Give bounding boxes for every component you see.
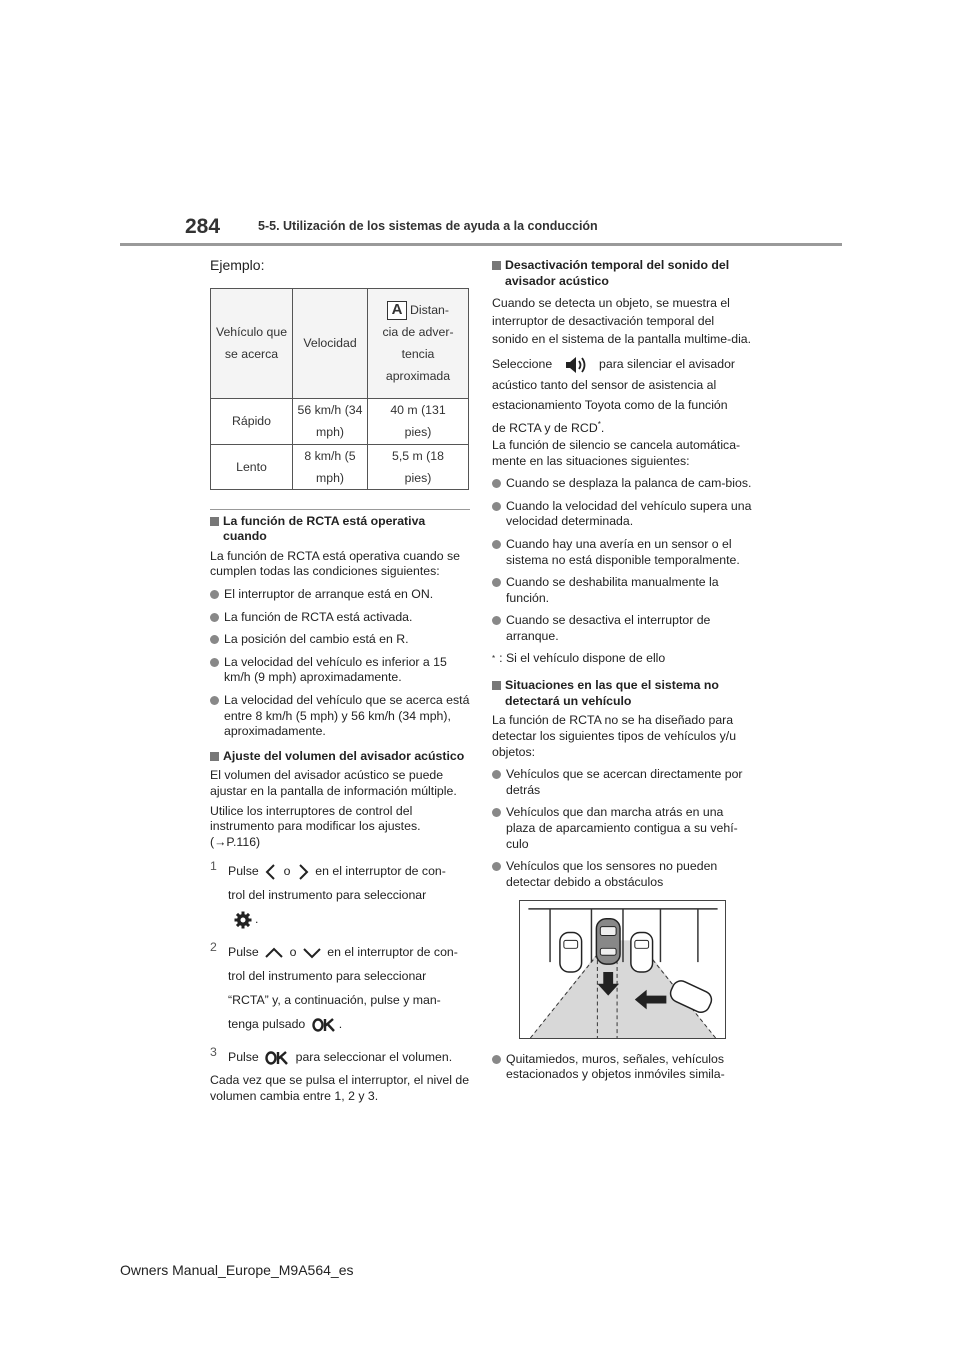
section-heading-volume: Ajuste del volumen del avisador acústico	[210, 749, 470, 765]
right-column	[492, 258, 752, 1083]
section-divider	[210, 509, 470, 510]
square-bullet-icon	[210, 752, 219, 761]
section-heading-mute: Desactivación temporal del sonido del avisador acústico	[492, 258, 752, 289]
bullet-dot-icon	[492, 770, 501, 779]
paragraph: Seleccione para silenciar el avisador acústico tanto del sensor de asistencia al estacionamiento Toyota como de la función de RCTA y de RCD*.	[492, 354, 752, 438]
th-speed: Velocidad	[293, 288, 368, 398]
paragraph: Utilice los interruptores de control del instrumento para modificar los ajustes. (→P.116)	[210, 803, 421, 849]
list-item: Cuando se desplaza la palanca de cam-bios.	[492, 476, 752, 492]
warning-distance-table	[210, 288, 469, 490]
list-item: Quitamiedos, muros, señales, vehículos estacionados y objetos inmóviles simila-	[492, 1052, 752, 1083]
bullet-dot-icon	[492, 616, 501, 625]
label-a-badge: A	[387, 301, 407, 320]
section-heading-not-detect: Situaciones en las que el sistema no detectará un vehículo	[492, 678, 752, 709]
left-column	[210, 258, 470, 1104]
paragraph: La función de RCTA no se ha diseñado para detectar los siguientes tipos de vehículos y/u objetos:	[492, 713, 737, 759]
ok-button-icon	[312, 1018, 336, 1032]
list-item: Vehículos que los sensores no pueden detectar debido a obstáculos	[492, 859, 752, 890]
list-item: Cuando se deshabilita manualmente la función.	[492, 575, 752, 606]
bullet-dot-icon	[210, 590, 219, 599]
list-item: La posición del cambio está en R.	[210, 632, 470, 648]
bullet-dot-icon	[492, 540, 501, 549]
bullet-dot-icon	[210, 696, 219, 705]
table-row: Rápido 56 km/h (34 mph) 40 m (131 pies)	[211, 398, 469, 444]
step-3: 3 Pulse para seleccionar el volumen.	[210, 1045, 453, 1065]
chevron-right-icon	[297, 864, 309, 880]
footer-manual-id: Owners Manual_Europe_M9A564_es	[120, 1262, 354, 1278]
chevron-down-icon	[303, 947, 321, 959]
square-bullet-icon	[210, 517, 219, 526]
bullet-dot-icon	[492, 578, 501, 587]
ok-button-icon	[265, 1051, 289, 1065]
list-item: Cuando se desactiva el interruptor de arranque.	[492, 613, 752, 644]
speaker-mute-icon	[564, 355, 588, 375]
list-item: La velocidad del vehículo que se acerca está entre 8 km/h (5 mph) y 56 km/h (34 mph), aproximadamente.	[210, 693, 470, 740]
header-rule	[120, 243, 842, 246]
paragraph: El volumen del avisador acústico se puede ajustar en la pantalla de información múltiple.	[210, 768, 457, 798]
list-item: Vehículos que se acercan directamente por detrás	[492, 767, 752, 798]
bullet-dot-icon	[492, 1055, 501, 1064]
section-title: 5-5. Utilización de los sistemas de ayuda a la conducción	[258, 219, 598, 233]
paragraph: Cuando se detecta un objeto, se muestra el interruptor de desactivación temporal del sonido en el sistema de la pantalla multime-dia.	[492, 296, 752, 347]
list-item: La función de RCTA está activada.	[210, 610, 470, 626]
bullet-dot-icon	[210, 658, 219, 667]
paragraph: Cada vez que se pulsa el interruptor, el nivel de volumen cambia entre 1, 2 y 3.	[210, 1073, 470, 1103]
step-1: 1 Pulse o en el interruptor de con- trol del instrumento para seleccionar .	[210, 859, 470, 931]
gear-icon	[234, 911, 252, 929]
parking-illustration	[519, 900, 726, 1039]
bullet-dot-icon	[492, 808, 501, 817]
chevron-up-icon	[265, 947, 283, 959]
table-row: Lento 8 km/h (5 mph) 5,5 m (18 pies)	[211, 444, 469, 489]
footnote: * : Si el vehículo dispone de ello	[492, 650, 666, 665]
bullet-dot-icon	[492, 502, 501, 511]
page-number: 284	[185, 215, 221, 238]
square-bullet-icon	[492, 261, 501, 270]
bullet-dot-icon	[492, 479, 501, 488]
list-item: El interruptor de arranque está en ON.	[210, 587, 470, 603]
list-item: Vehículos que dan marcha atrás en una plaza de aparcamiento contigua a su vehí-culo	[492, 805, 752, 852]
bullet-dot-icon	[492, 862, 501, 871]
section-heading-rcta-operative: La función de RCTA está operativa cuando	[210, 514, 470, 545]
th-distance: A Distan- cia de adver- tencia aproximada	[368, 288, 469, 398]
list-item: Cuando hay una avería en un sensor o el sistema no está disponible temporalmente.	[492, 537, 752, 568]
bullet-dot-icon	[210, 635, 219, 644]
bullet-dot-icon	[210, 613, 219, 622]
paragraph: La función de silencio se cancela automática-mente en las situaciones siguientes:	[492, 438, 741, 468]
example-label: Ejemplo:	[210, 257, 265, 273]
list-item: La velocidad del vehículo es inferior a 15 km/h (9 mph) aproximadamente.	[210, 655, 470, 686]
step-2: 2 Pulse o en el interruptor de con- trol del instrumento para seleccionar “RCTA” y, a continuación, pulse y man- tenga pulsado .	[210, 940, 458, 1032]
paragraph: La función de RCTA está operativa cuando se cumplen todas las condiciones siguientes:	[210, 548, 460, 579]
square-bullet-icon	[492, 681, 501, 690]
th-vehicle: Vehículo que se acerca	[211, 288, 293, 398]
chevron-left-icon	[265, 864, 277, 880]
list-item: Cuando la velocidad del vehículo supera una velocidad determinada.	[492, 499, 752, 530]
